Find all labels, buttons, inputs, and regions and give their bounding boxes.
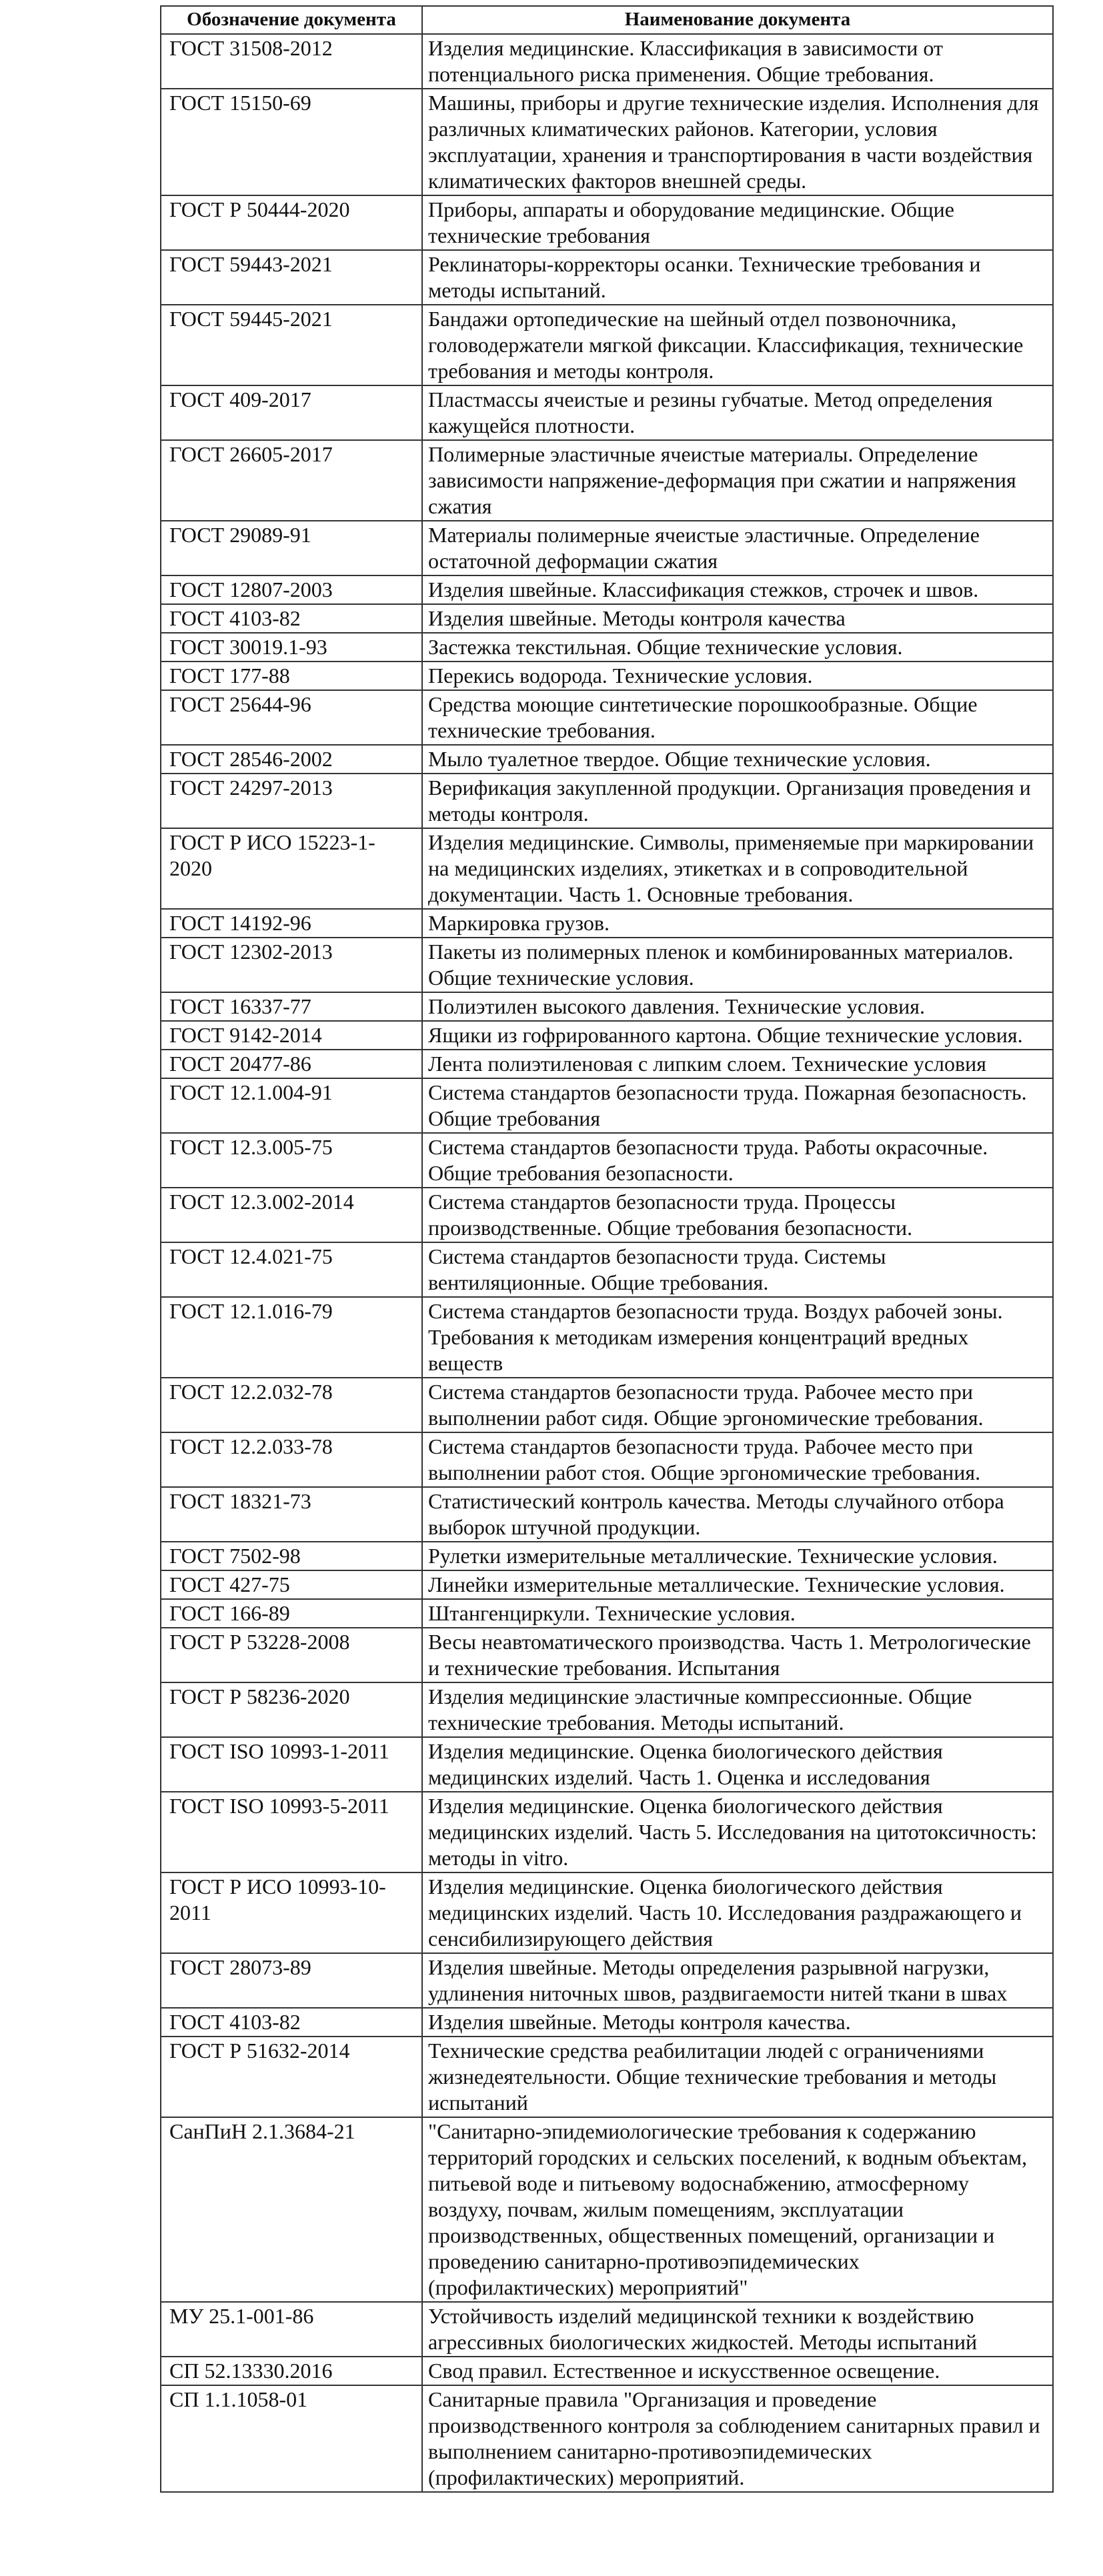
document-name: Система стандартов безопасности труда. Рабочее место при выполнении работ стоя. Общие эргономические требования. (422, 1432, 1053, 1487)
document-name: Лента полиэтиленовая с липким слоем. Технические условия (422, 1050, 1053, 1078)
document-name: Мыло туалетное твердое. Общие технические условия. (422, 745, 1053, 774)
table-row (161, 662, 1053, 690)
document-name: Устойчивость изделий медицинской техники к воздействию агрессивных биологических жидкостей. Методы испытаний (422, 2302, 1053, 2357)
document-designation: ГОСТ Р ИСО 15223-1-2020 (161, 828, 422, 909)
document-name: Изделия медицинские. Символы, применяемые при маркировании на медицинских изделиях, этикетках и в сопроводительной документации. Часть 1. Основные требования. (422, 828, 1053, 909)
document-designation: ГОСТ 12302-2013 (161, 938, 422, 992)
document-name: Приборы, аппараты и оборудование медицинские. Общие технические требования (422, 195, 1053, 250)
table-row (161, 1050, 1053, 1078)
document-name: Перекись водорода. Технические условия. (422, 662, 1053, 690)
table-row (161, 1133, 1053, 1188)
document-name: Система стандартов безопасности труда. Воздух рабочей зоны. Требования к методикам измерения концентраций вредных веществ (422, 1297, 1053, 1378)
document-designation: ГОСТ 166-89 (161, 1599, 422, 1628)
document-name: Изделия медицинские эластичные компрессионные. Общие технические требования. Методы испытаний. (422, 1682, 1053, 1737)
document-designation: ГОСТ 30019.1-93 (161, 633, 422, 662)
table-row (161, 521, 1053, 575)
table-row (161, 1599, 1053, 1628)
document-name: "Санитарно-эпидемиологические требования к содержанию территорий городских и сельских поселений, к водным объектам, питьевой воде и питьевому водоснабжению, атмосферному воздуху, почвам, жилым помещениям, эксплуатации производственных, общественных помещений, организации и проведению санитарно-противоэпидемических (профилактических) мероприятий" (422, 2117, 1053, 2302)
document-designation: ГОСТ 4103-82 (161, 604, 422, 633)
table-row (161, 1432, 1053, 1487)
document-name: Реклинаторы-корректоры осанки. Технические требования и методы испытаний. (422, 250, 1053, 305)
document-designation: СП 52.13330.2016 (161, 2357, 422, 2385)
document-designation: ГОСТ 12807-2003 (161, 575, 422, 604)
table-row (161, 89, 1053, 195)
table-row (161, 440, 1053, 521)
table-row (161, 1872, 1053, 1953)
table-row (161, 1021, 1053, 1050)
document-name: Санитарные правила "Организация и проведение производственного контроля за соблюдением санитарных правил и выполнением санитарно-противоэпидемических (профилактических) мероприятий. (422, 2385, 1053, 2492)
table-row (161, 2302, 1053, 2357)
document-designation: ГОСТ 14192-96 (161, 909, 422, 938)
table-row (161, 1378, 1053, 1432)
document-name: Свод правил. Естественное и искусственное освещение. (422, 2357, 1053, 2385)
table-row (161, 690, 1053, 745)
document-designation: ГОСТ 20477-86 (161, 1050, 422, 1078)
document-designation: СП 1.1.1058-01 (161, 2385, 422, 2492)
document-designation: ГОСТ ISO 10993-5-2011 (161, 1792, 422, 1872)
document-designation: ГОСТ 12.3.005-75 (161, 1133, 422, 1188)
document-name: Линейки измерительные металлические. Технические условия. (422, 1570, 1053, 1599)
document-designation: СанПиН 2.1.3684-21 (161, 2117, 422, 2302)
document-designation: ГОСТ 59445-2021 (161, 305, 422, 385)
document-designation: ГОСТ Р ИСО 10993-10-2011 (161, 1872, 422, 1953)
table-row (161, 34, 1053, 89)
table-row (161, 2037, 1053, 2117)
document-designation: ГОСТ 25644-96 (161, 690, 422, 745)
document-designation: ГОСТ 427-75 (161, 1570, 422, 1599)
document-name: Полиэтилен высокого давления. Технические условия. (422, 992, 1053, 1021)
document-name: Изделия швейные. Методы контроля качества. (422, 2008, 1053, 2037)
document-name: Ящики из гофрированного картона. Общие технические условия. (422, 1021, 1053, 1050)
table-header-row (161, 6, 1053, 34)
table-row (161, 828, 1053, 909)
document-name: Штангенциркули. Технические условия. (422, 1599, 1053, 1628)
document-name: Изделия медицинские. Оценка биологического действия медицинских изделий. Часть 10. Исследования раздражающего и сенсибилизирующего действия (422, 1872, 1053, 1953)
table-row (161, 604, 1053, 633)
document-designation: ГОСТ Р 53228-2008 (161, 1628, 422, 1682)
table-row (161, 575, 1053, 604)
document-name: Система стандартов безопасности труда. Работы окрасочные. Общие требования безопасности. (422, 1133, 1053, 1188)
document-name: Технические средства реабилитации людей с ограничениями жизнедеятельности. Общие технические требования и методы испытаний (422, 2037, 1053, 2117)
document-designation: ГОСТ 26605-2017 (161, 440, 422, 521)
table-row (161, 1078, 1053, 1133)
document-designation: ГОСТ 12.2.032-78 (161, 1378, 422, 1432)
document-designation: ГОСТ 12.2.033-78 (161, 1432, 422, 1487)
header-document-name: Наименование документа (422, 6, 1053, 34)
table-row (161, 745, 1053, 774)
document-name: Полимерные эластичные ячеистые материалы. Определение зависимости напряжение-деформация при сжатии и напряжения сжатия (422, 440, 1053, 521)
document-designation: ГОСТ 409-2017 (161, 385, 422, 440)
document-designation: ГОСТ 12.3.002-2014 (161, 1188, 422, 1242)
table-row (161, 938, 1053, 992)
document-designation: ГОСТ 59443-2021 (161, 250, 422, 305)
table-row (161, 385, 1053, 440)
document-name: Изделия медицинские. Оценка биологического действия медицинских изделий. Часть 5. Исследования на цитотоксичность: методы in vitro. (422, 1792, 1053, 1872)
document-name: Система стандартов безопасности труда. Рабочее место при выполнении работ сидя. Общие эргономические требования. (422, 1378, 1053, 1432)
document-designation: ГОСТ 9142-2014 (161, 1021, 422, 1050)
table-row (161, 1953, 1053, 2008)
document-designation: ГОСТ 4103-82 (161, 2008, 422, 2037)
table-row (161, 633, 1053, 662)
document-designation: ГОСТ 12.4.021-75 (161, 1242, 422, 1297)
table-row (161, 1628, 1053, 1682)
document-name: Изделия швейные. Методы определения разрывной нагрузки, удлинения ниточных швов, раздвигаемости нитей ткани в швах (422, 1953, 1053, 2008)
document-name: Средства моющие синтетические порошкообразные. Общие технические требования. (422, 690, 1053, 745)
document-designation: ГОСТ Р 51632-2014 (161, 2037, 422, 2117)
document-name: Изделия медицинские. Оценка биологического действия медицинских изделий. Часть 1. Оценка и исследования (422, 1737, 1053, 1792)
document-name: Машины, приборы и другие технические изделия. Исполнения для различных климатических районов. Категории, условия эксплуатации, хранения и транспортирования в части воздействия климатических факторов внешней среды. (422, 89, 1053, 195)
document-name: Изделия медицинские. Классификация в зависимости от потенциального риска применения. Общие требования. (422, 34, 1053, 89)
table-row (161, 2385, 1053, 2492)
table-row (161, 305, 1053, 385)
table-row (161, 1737, 1053, 1792)
table-row (161, 1792, 1053, 1872)
document-designation: ГОСТ 28073-89 (161, 1953, 422, 2008)
standards-table (160, 5, 1054, 2493)
table-row (161, 1542, 1053, 1570)
document-name: Система стандартов безопасности труда. Системы вентиляционные. Общие требования. (422, 1242, 1053, 1297)
document-designation: ГОСТ 177-88 (161, 662, 422, 690)
document-name: Весы неавтоматического производства. Часть 1. Метрологические и технические требования. Испытания (422, 1628, 1053, 1682)
document-designation: ГОСТ 18321-73 (161, 1487, 422, 1542)
table-row (161, 2357, 1053, 2385)
table-row (161, 195, 1053, 250)
document-designation: ГОСТ 12.1.016-79 (161, 1297, 422, 1378)
table-row (161, 909, 1053, 938)
document-designation: ГОСТ 28546-2002 (161, 745, 422, 774)
document-designation: МУ 25.1-001-86 (161, 2302, 422, 2357)
document-designation: ГОСТ 29089-91 (161, 521, 422, 575)
table-row (161, 2008, 1053, 2037)
document-designation: ГОСТ 7502-98 (161, 1542, 422, 1570)
document-name: Материалы полимерные ячеистые эластичные. Определение остаточной деформации сжатия (422, 521, 1053, 575)
document-designation: ГОСТ 24297-2013 (161, 774, 422, 828)
document-designation: ГОСТ ISO 10993-1-2011 (161, 1737, 422, 1792)
document-designation: ГОСТ 31508-2012 (161, 34, 422, 89)
table-row (161, 774, 1053, 828)
table-row (161, 1188, 1053, 1242)
document-name: Рулетки измерительные металлические. Технические условия. (422, 1542, 1053, 1570)
document-name: Система стандартов безопасности труда. Процессы производственные. Общие требования безопасности. (422, 1188, 1053, 1242)
document-name: Пакеты из полимерных пленок и комбинированных материалов. Общие технические условия. (422, 938, 1053, 992)
document-designation: ГОСТ 16337-77 (161, 992, 422, 1021)
document-designation: ГОСТ 15150-69 (161, 89, 422, 195)
table-body (161, 34, 1053, 2492)
table-row (161, 1242, 1053, 1297)
table-row (161, 992, 1053, 1021)
table-row (161, 1682, 1053, 1737)
table-row (161, 1297, 1053, 1378)
document-name: Статистический контроль качества. Методы случайного отбора выборок штучной продукции. (422, 1487, 1053, 1542)
document-name: Маркировка грузов. (422, 909, 1053, 938)
document-name: Система стандартов безопасности труда. Пожарная безопасность. Общие требования (422, 1078, 1053, 1133)
document-name: Изделия швейные. Методы контроля качества (422, 604, 1053, 633)
header-designation: Обозначение документа (161, 6, 422, 34)
document-designation: ГОСТ Р 50444-2020 (161, 195, 422, 250)
document-name: Застежка текстильная. Общие технические условия. (422, 633, 1053, 662)
document-designation: ГОСТ Р 58236-2020 (161, 1682, 422, 1737)
table-row (161, 1570, 1053, 1599)
table-row (161, 1487, 1053, 1542)
document-name: Изделия швейные. Классификация стежков, строчек и швов. (422, 575, 1053, 604)
document-name: Пластмассы ячеистые и резины губчатые. Метод определения кажущейся плотности. (422, 385, 1053, 440)
table-row (161, 2117, 1053, 2302)
document-name: Бандажи ортопедические на шейный отдел позвоночника, головодержатели мягкой фиксации. Классификация, технические требования и методы контроля. (422, 305, 1053, 385)
table-row (161, 250, 1053, 305)
document-name: Верификация закупленной продукции. Организация проведения и методы контроля. (422, 774, 1053, 828)
document-designation: ГОСТ 12.1.004-91 (161, 1078, 422, 1133)
